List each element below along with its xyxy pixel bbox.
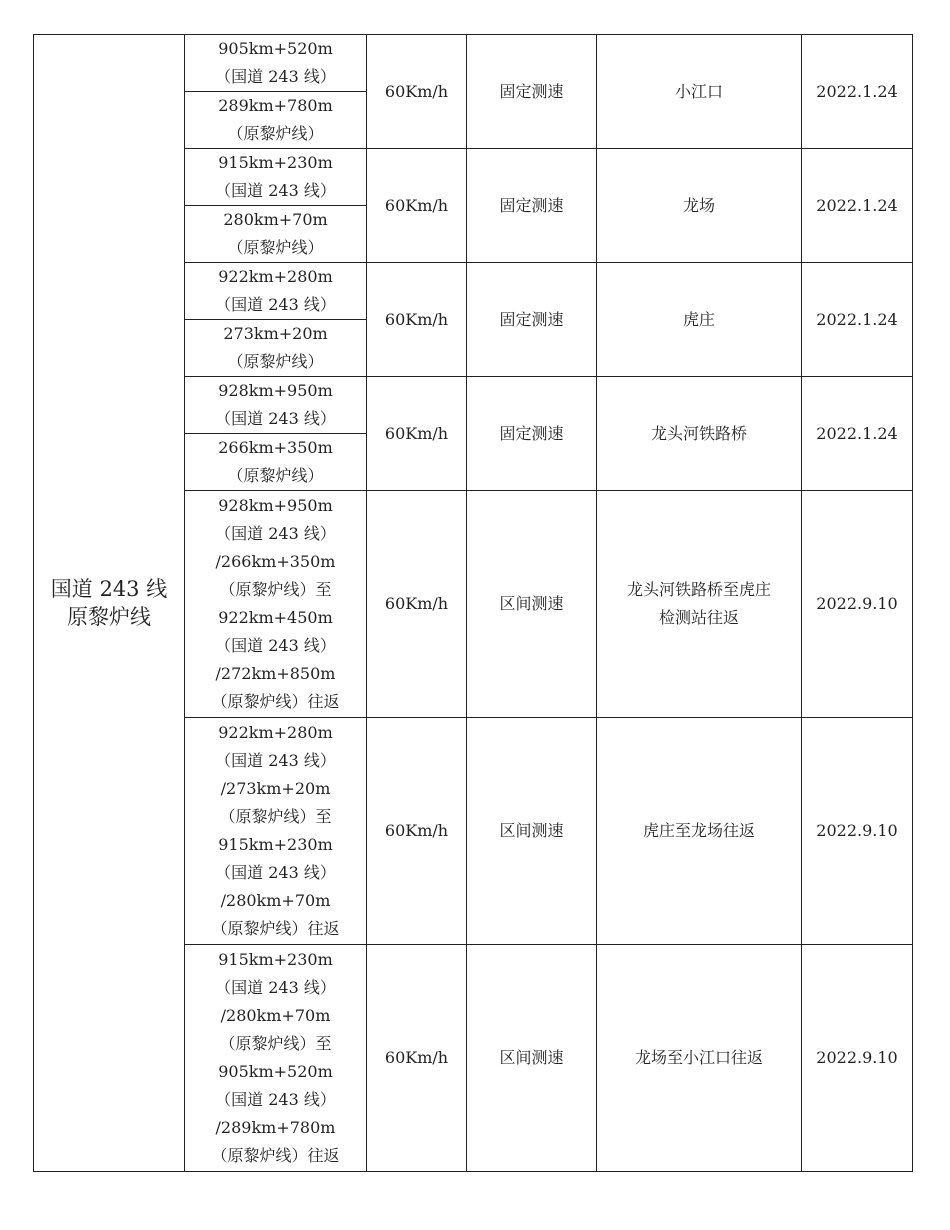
location-line: 922km+450m (218, 608, 333, 627)
enforcement-type-cell: 固定测速 (467, 263, 597, 377)
date-cell: 2022.9.10 (802, 718, 913, 945)
place-cell: 龙场 (597, 149, 802, 263)
location-line: 928km+950m (218, 496, 333, 515)
location-line: （原黎炉线） (227, 352, 324, 371)
location-line: （原黎炉线）往返 (211, 919, 340, 938)
location-line: （原黎炉线）往返 (211, 1146, 340, 1165)
location-line: （国道 243 线） (215, 295, 336, 314)
location-line: （国道 243 线） (215, 1090, 336, 1109)
location-cell (185, 92, 367, 149)
date-cell: 2022.1.24 (802, 35, 913, 149)
location-line: （原黎炉线）至 (219, 1034, 332, 1053)
place-cell (597, 491, 802, 718)
location-line: 273km+20m (223, 324, 328, 343)
location-line: （原黎炉线） (227, 238, 324, 257)
location-line: 280km+70m (223, 210, 328, 229)
date-cell: 2022.9.10 (802, 491, 913, 718)
speed-limit-cell: 60Km/h (367, 35, 467, 149)
date-cell: 2022.1.24 (802, 263, 913, 377)
location-line: （国道 243 线） (215, 409, 336, 428)
speed-limit-cell: 60Km/h (367, 377, 467, 491)
location-cell (185, 434, 367, 491)
location-line: （原黎炉线）往返 (211, 692, 340, 711)
location-cell (185, 35, 367, 92)
speed-limit-cell: 60Km/h (367, 263, 467, 377)
location-cell (185, 945, 367, 1172)
location-line: /266km+350m (215, 552, 336, 571)
location-line: （国道 243 线） (215, 181, 336, 200)
location-line: 905km+520m (218, 1062, 333, 1081)
location-cell (185, 718, 367, 945)
location-line: /273km+20m (220, 779, 331, 798)
enforcement-type-cell: 区间测速 (467, 491, 597, 718)
location-line: 266km+350m (218, 438, 333, 457)
location-line: （原黎炉线）至 (219, 807, 332, 826)
enforcement-type-cell: 固定测速 (467, 377, 597, 491)
location-line: 922km+280m (218, 267, 333, 286)
location-line: （国道 243 线） (215, 751, 336, 770)
speed-limit-cell: 60Km/h (367, 491, 467, 718)
location-line: （国道 243 线） (215, 863, 336, 882)
date-cell: 2022.9.10 (802, 945, 913, 1172)
speed-limit-cell: 60Km/h (367, 718, 467, 945)
location-line: /280km+70m (220, 1006, 331, 1025)
location-line: （国道 243 线） (215, 978, 336, 997)
location-line: 915km+230m (218, 835, 333, 854)
place-cell (597, 945, 802, 1172)
location-cell (185, 377, 367, 434)
place-cell (597, 718, 802, 945)
location-line: 289km+780m (218, 96, 333, 115)
location-line: （原黎炉线） (227, 466, 324, 485)
speed-limit-cell: 60Km/h (367, 149, 467, 263)
location-line: （原黎炉线） (227, 124, 324, 143)
road-name-line: 国道 243 线 (50, 577, 168, 601)
speed-camera-table (33, 34, 913, 1172)
location-line: /280km+70m (220, 891, 331, 910)
road-name-line: 原黎炉线 (67, 605, 151, 629)
location-line: /272km+850m (215, 664, 336, 683)
place-line: 检测站往返 (658, 608, 739, 627)
location-cell (185, 263, 367, 320)
location-cell (185, 491, 367, 718)
road-name-cell (34, 35, 185, 1172)
enforcement-type-cell: 固定测速 (467, 35, 597, 149)
location-line: （国道 243 线） (215, 636, 336, 655)
location-line: /289km+780m (215, 1118, 336, 1137)
place-cell: 虎庄 (597, 263, 802, 377)
location-cell (185, 320, 367, 377)
date-cell: 2022.1.24 (802, 377, 913, 491)
enforcement-type-cell: 区间测速 (467, 945, 597, 1172)
location-line: 915km+230m (218, 153, 333, 172)
place-cell: 小江口 (597, 35, 802, 149)
location-line: 915km+230m (218, 950, 333, 969)
location-line: （国道 243 线） (215, 524, 336, 543)
place-line: 龙头河铁路桥至虎庄 (626, 580, 771, 599)
place-cell: 龙头河铁路桥 (597, 377, 802, 491)
enforcement-type-cell: 区间测速 (467, 718, 597, 945)
location-cell (185, 206, 367, 263)
location-line: （原黎炉线）至 (219, 580, 332, 599)
place-line: 龙场至小江口往返 (634, 1048, 763, 1067)
location-line: 928km+950m (218, 381, 333, 400)
enforcement-type-cell: 固定测速 (467, 149, 597, 263)
location-cell (185, 149, 367, 206)
table-row (34, 35, 913, 92)
location-line: （国道 243 线） (215, 67, 336, 86)
location-line: 922km+280m (218, 723, 333, 742)
date-cell: 2022.1.24 (802, 149, 913, 263)
location-line: 905km+520m (218, 39, 333, 58)
speed-limit-cell: 60Km/h (367, 945, 467, 1172)
place-line: 虎庄至龙场往返 (642, 821, 755, 840)
